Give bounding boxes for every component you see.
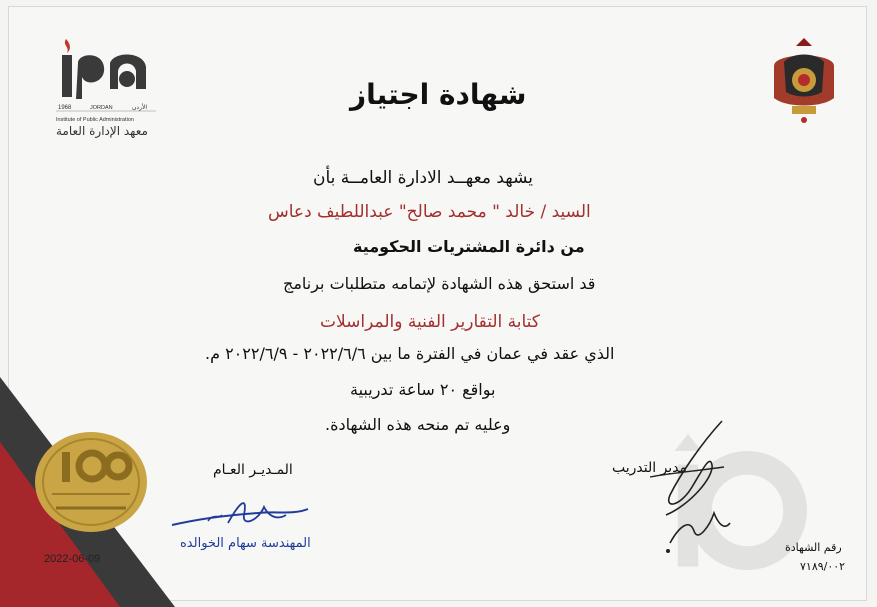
period-line: الذي عقد في عمان في الفترة ما بين ٢٠٢٢/٦/٦ - ٢٠٢٢/٦/٩ م. xyxy=(205,344,615,363)
logo-country-en-text: JORDAN xyxy=(90,105,113,111)
program-name: كتابة التقارير الفنية والمراسلات xyxy=(320,312,540,332)
general-manager-name: المهندسة سهام الخوالده xyxy=(180,536,311,551)
grant-line: وعليه تم منحه هذه الشهادة. xyxy=(325,415,511,434)
general-manager-title: المـديـر العـام xyxy=(213,462,293,478)
certificate-title: شهادة اجتياز xyxy=(350,78,527,111)
recipient-name: السيد / خالد " محمد صالح" عبداللطيف دعاس xyxy=(268,202,591,222)
general-manager-signature xyxy=(168,485,318,540)
logo-name-en-text: Institute of Public Administration xyxy=(56,117,134,123)
ipa-logo xyxy=(52,33,162,143)
certificate-number: ٧١٨٩/٠٠٢ xyxy=(800,560,846,573)
department-line: من دائرة المشتريات الحكومية xyxy=(353,237,585,256)
logo-year-text: 1968 xyxy=(58,105,72,111)
logo-name-ar-text: معهد الإدارة العامة xyxy=(56,124,148,138)
jordan-coat-of-arms-icon xyxy=(766,36,842,126)
certificate-number-label: رقم الشهادة xyxy=(785,541,842,554)
issue-date: 2022-06-09 xyxy=(44,553,101,565)
logo-country-ar-text: الأردن xyxy=(132,104,148,111)
hours-line: بواقع ٢٠ ساعة تدريبية xyxy=(350,380,496,399)
training-director-signature xyxy=(640,415,750,560)
gold-seal-icon xyxy=(32,430,150,535)
completion-line: قد استحق هذه الشهادة لإتمامه متطلبات برنامج xyxy=(283,274,596,293)
intro-line: يشهد معهــد الادارة العامــة بأن xyxy=(313,168,533,188)
training-director-title: مدير التدريب xyxy=(612,460,688,476)
